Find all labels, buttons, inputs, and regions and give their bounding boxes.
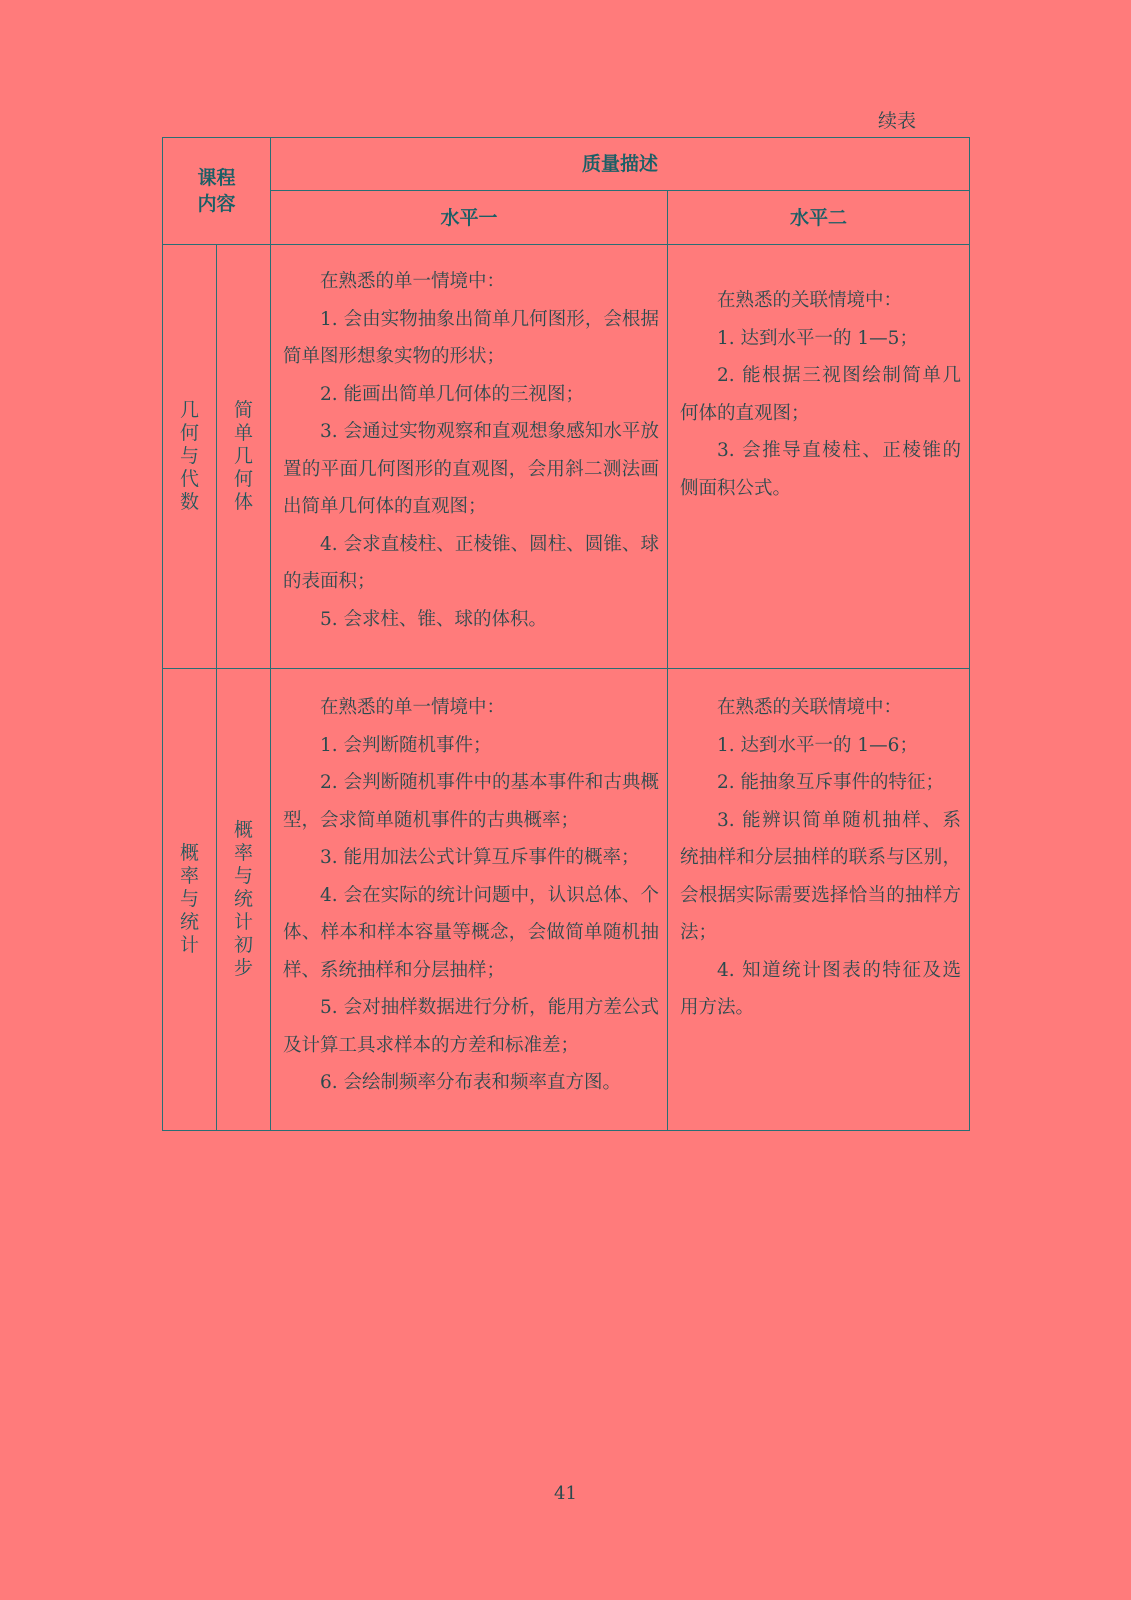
description-line: 在熟悉的单一情境中：	[320, 271, 506, 292]
continued-table-note: 续表	[878, 110, 917, 132]
description-line: 1. 会由实物抽象出简单几何图形，会根据简单图形想象实物的形状；	[283, 308, 659, 367]
description-line: 3. 能辨识简单随机抽样、系统抽样和分层抽样的联系与区别，会根据实际需要选择恰当的抽样方法；	[680, 809, 962, 943]
description-line: 4. 会在实际的统计问题中，认识总体、个体、样本和样本容量等概念，会做简单随机抽样、系统抽样和分层抽样；	[283, 884, 659, 981]
description-line: 在熟悉的关联情境中：	[717, 290, 903, 311]
topic-label: 概率与统计初步	[233, 819, 253, 979]
level-two-description	[668, 669, 970, 1131]
description-line: 2. 能画出简单几何体的三视图；	[320, 383, 585, 405]
description-line: 1. 会判断随机事件；	[320, 734, 492, 756]
description-line: 1. 达到水平一的 1—6；	[717, 734, 918, 756]
description-line: 3. 能用加法公式计算互斥事件的概率；	[320, 847, 640, 868]
description-line: 2. 能根据三视图绘制简单几何体的直观图；	[680, 365, 962, 424]
course-content-header	[163, 138, 271, 245]
domain-cell	[163, 669, 217, 1131]
topic-cell	[217, 669, 271, 1131]
description-line: 4. 知道统计图表的特征及选用方法。	[680, 959, 962, 1018]
description-line: 3. 会推导直棱柱、正棱锥的侧面积公式。	[680, 440, 962, 499]
description-line: 4. 会求直棱柱、正棱锥、圆柱、圆锥、球的表面积；	[283, 533, 659, 592]
description-line: 3. 会通过实物观察和直观想象感知水平放置的平面几何图形的直观图，会用斜二测法画出简单几何体的直观图；	[283, 421, 659, 517]
level-one-description	[271, 669, 668, 1131]
description-line: 在熟悉的单一情境中：	[320, 697, 506, 718]
description-line: 6. 会绘制频率分布表和频率直方图。	[320, 1072, 622, 1093]
topic-label: 简单几何体	[233, 399, 253, 513]
domain-label: 概率与统计	[179, 842, 199, 956]
description-line: 在熟悉的关联情境中：	[717, 697, 903, 718]
domain-cell	[163, 245, 217, 669]
domain-label: 几何与代数	[179, 399, 199, 513]
level-two-description	[668, 245, 970, 669]
description-line: 1. 达到水平一的 1—5；	[717, 327, 918, 349]
quality-description-header: 质量描述	[271, 138, 970, 191]
page-number: 41	[554, 1483, 577, 1504]
description-line: 5. 会求柱、锥、球的体积。	[320, 608, 548, 630]
level-one-description	[271, 245, 668, 669]
description-line: 2. 会判断随机事件中的基本事件和古典概型，会求简单随机事件的古典概率；	[283, 772, 659, 831]
course-content-header-text: 课程内容	[197, 167, 236, 215]
quality-description-table	[162, 137, 970, 1131]
description-line: 5. 会对抽样数据进行分析，能用方差公式及计算工具求样本的方差和标准差；	[283, 997, 659, 1056]
level-two-header: 水平二	[668, 191, 970, 245]
description-line: 2. 能抽象互斥事件的特征；	[717, 772, 945, 793]
topic-cell	[217, 245, 271, 669]
level-one-header: 水平一	[271, 191, 668, 245]
